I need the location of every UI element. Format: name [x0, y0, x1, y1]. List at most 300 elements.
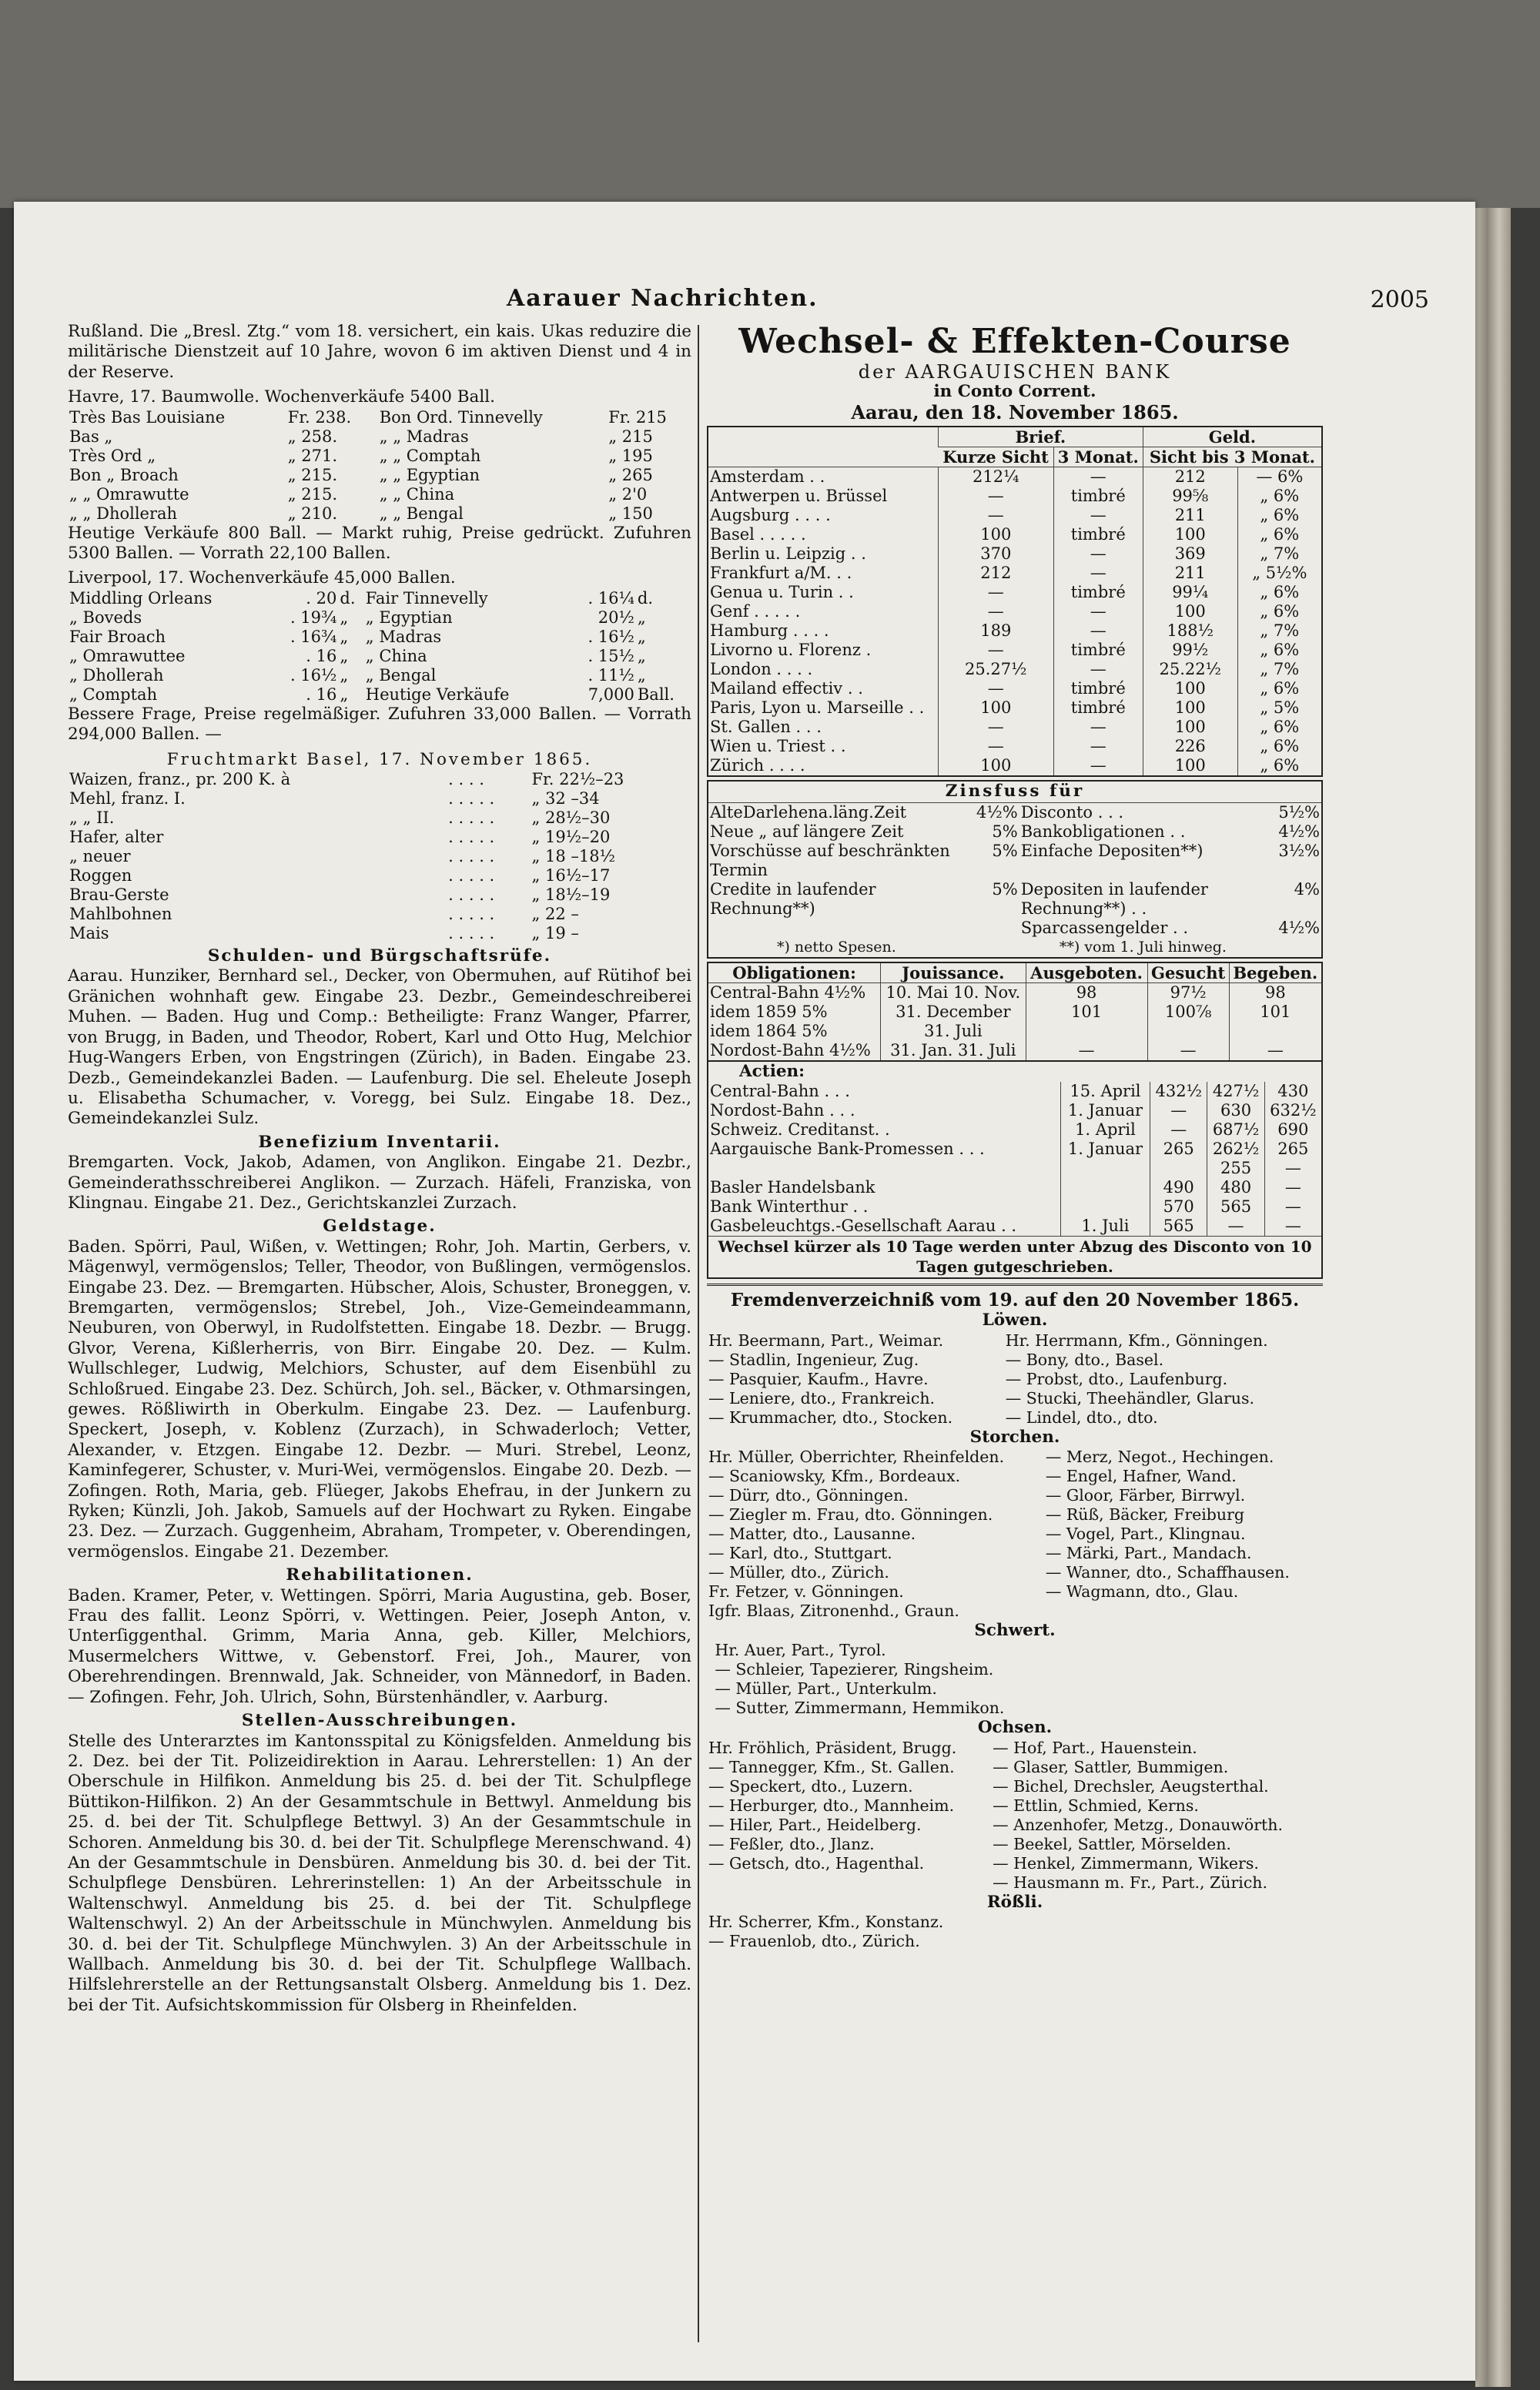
exchange-row-cell: —	[938, 583, 1053, 602]
exchange-row-cell: —	[1053, 506, 1143, 525]
actie-row-cell: Central-Bahn . . .	[710, 1082, 850, 1101]
fruchtmarkt-row-cell: „ 18 –18½	[531, 847, 615, 866]
liverpool-row	[68, 666, 691, 685]
liverpool-row-cell: d.	[637, 588, 653, 608]
page-header	[14, 285, 1475, 316]
exchange-box	[707, 426, 1323, 777]
guest-table	[707, 1739, 1323, 1893]
actie-row	[708, 1217, 1321, 1236]
havre-tail: Heutige Verkäufe 800 Ball. — Markt ruhig, Preise gedrückt. Zufuhren 5300 Ballen. — Vorrath 22,100 Ballen.	[68, 523, 691, 564]
exchange-row	[708, 679, 1321, 698]
actie-row-cell	[1060, 1159, 1150, 1178]
guest-entry: — Engel, Hafner, Wand.	[1045, 1467, 1237, 1486]
actie-row-cell	[1060, 1178, 1150, 1197]
actie-row-cell: 430	[1264, 1082, 1321, 1101]
exchange-row-cell: London . . . .	[710, 660, 813, 679]
zinsfuss-row-cell	[975, 919, 1019, 938]
exchange-row-cell: 25.27½	[938, 660, 1053, 679]
actie-row-cell: 432½	[1150, 1082, 1207, 1101]
wechsel-note: Wechsel kürzer als 10 Tage werden unter Abzug des Disconto von 10 Tagen gutgeschrieben.	[708, 1236, 1321, 1277]
guest-entry	[707, 1873, 991, 1893]
havre-row-cell: „ 2'0	[608, 484, 648, 504]
liverpool-row-cell: . 20	[306, 588, 337, 608]
exchange-row-cell: Augsburg . . . .	[710, 506, 831, 525]
actie-row-cell: —	[1150, 1120, 1207, 1140]
guest-entry: — Matter, dto., Lausanne.	[708, 1525, 916, 1544]
exchange-row	[708, 544, 1321, 564]
hotel-heading: Ochsen.	[977, 1718, 1053, 1738]
ausgeboten-header: Ausgeboten.	[1026, 963, 1147, 983]
liverpool-row-cell: „ Madras	[365, 627, 442, 646]
liverpool-row-cell: . 11½	[588, 665, 634, 685]
guest-entry: — Getsch, dto., Hagenthal.	[708, 1853, 925, 1873]
obligation-row	[708, 1041, 1321, 1060]
exchange-row-cell: timbré	[1053, 583, 1143, 602]
liverpool-row-cell: „ Dhollerah	[69, 665, 164, 685]
obligationen-box	[707, 962, 1323, 1279]
liverpool-row-cell: „	[340, 646, 349, 665]
havre-row-cell: „ „ Egyptian	[379, 465, 480, 484]
exchange-row-cell: —	[938, 737, 1053, 756]
liverpool-row-cell: „ Omrawuttee	[69, 646, 186, 665]
benefizium-text: Bremgarten. Vock, Jakob, Adamen, von Anglikon. Eingabe 21. Dezbr., Gemeinderathsschreiberei Anglikon. — Zurzach. Häfeli, Franziska, von Klingnau. Eingabe 21. Dez., Gerichtskanzlei Zurzach.	[68, 1153, 691, 1213]
havre-row-cell: Très Ord „	[69, 446, 156, 465]
exchange-row	[708, 660, 1321, 679]
liverpool-row-cell: „	[637, 646, 646, 665]
actie-row-cell: —	[1207, 1217, 1264, 1236]
exchange-row-cell: „ 6%	[1237, 756, 1321, 775]
actie-row-cell: Basler Handelsbank	[710, 1178, 875, 1197]
fremden-list	[707, 1310, 1323, 1951]
liverpool-row-cell: „	[340, 627, 349, 646]
zinsfuss-row	[708, 803, 1321, 822]
brief-header: Brief.	[938, 427, 1143, 447]
sicht-header: Sicht bis 3 Monat.	[1143, 447, 1321, 467]
actie-row-cell	[1150, 1159, 1207, 1178]
actie-row-cell: 262½	[1207, 1140, 1264, 1159]
exchange-row-cell: „ 6%	[1237, 718, 1321, 737]
exchange-row-cell: Antwerpen u. Brüssel	[710, 487, 888, 506]
obligation-row	[708, 1022, 1321, 1041]
exchange-row-cell: „ 6%	[1237, 602, 1321, 621]
exchange-row-cell: —	[1053, 564, 1143, 583]
exchange-row	[708, 564, 1321, 583]
hotel-heading: Schwert.	[974, 1621, 1056, 1641]
fruchtmarkt-row-cell: . . . . .	[448, 885, 495, 905]
guest-entry: — Lindel, dto., dto.	[1005, 1408, 1158, 1427]
obligation-row-cell: 31. December	[881, 1003, 1026, 1022]
obligation-row-cell	[1026, 1022, 1147, 1041]
liverpool-row	[68, 608, 691, 628]
hotel-heading: Löwen.	[982, 1310, 1048, 1331]
fruchtmarkt-row-cell: Fr. 22½–23	[531, 770, 624, 789]
havre-row-cell: „ 215.	[287, 465, 338, 484]
fruchtmarkt-row	[68, 866, 691, 885]
guest-entry: — Müller, dto., Zürich.	[708, 1563, 889, 1582]
exchange-row-cell: 188½	[1143, 621, 1237, 641]
hotel-heading: Storchen.	[969, 1427, 1060, 1447]
havre-row	[68, 485, 691, 504]
obligation-row-cell: 97½	[1147, 982, 1229, 1003]
exchange-row	[708, 602, 1321, 621]
liverpool-row-cell: . 19¾	[290, 608, 337, 627]
exchange-row-cell: 100	[1143, 698, 1237, 718]
fruchtmarkt-row	[68, 828, 691, 847]
liverpool-row-cell: „	[637, 665, 646, 685]
guest-entry	[707, 1679, 713, 1699]
fruchtmarkt-row-cell: Mais	[69, 924, 109, 943]
exchange-row	[708, 641, 1321, 660]
exchange-row-cell: 100	[938, 698, 1053, 718]
exchange-row-cell: —	[938, 602, 1053, 621]
havre-row	[68, 408, 691, 427]
guest-table	[707, 1913, 1323, 1951]
actie-row-cell: 480	[1207, 1178, 1264, 1197]
liverpool-row-cell: „	[637, 608, 646, 627]
obligation-row-cell: 101	[1229, 1003, 1321, 1022]
actie-row-cell: 687½	[1207, 1120, 1264, 1140]
exchange-row-cell: —	[1053, 756, 1143, 775]
course-title: Wechsel- & Effekten-Course	[738, 322, 1291, 361]
actie-row-cell: Bank Winterthur . .	[710, 1197, 869, 1217]
liverpool-row	[68, 589, 691, 608]
fruchtmarkt-row-cell: Mahlbohnen	[69, 905, 172, 924]
exchange-row-cell: St. Gallen . . .	[710, 718, 822, 737]
exchange-row-cell: Genf . . . . .	[710, 602, 801, 621]
liverpool-row-cell: „ Boveds	[69, 608, 142, 627]
guest-entry: — Frauenlob, dto., Zürich.	[708, 1932, 920, 1951]
actie-row-cell: 565	[1207, 1197, 1264, 1217]
hotel-heading: Rößli.	[986, 1892, 1043, 1912]
fruchtmarkt-row-cell: „ 19½–20	[531, 828, 611, 847]
exchange-row-cell: „ 6%	[1237, 679, 1321, 698]
fruchtmarkt-row-cell: . . . . .	[448, 924, 495, 943]
obligation-row-cell: —	[1147, 1041, 1229, 1060]
liverpool-row-cell: 7,000	[588, 685, 634, 704]
page-number: 2005	[1370, 286, 1429, 313]
guest-entry: — Bichel, Drechsler, Aeugsterthal.	[993, 1776, 1269, 1796]
zinsfuss-row-cell: 4%	[1294, 879, 1320, 899]
column-divider	[698, 325, 699, 2342]
exchange-row-cell: —	[1053, 602, 1143, 621]
exchange-row-cell: Wien u. Triest . .	[710, 737, 846, 756]
havre-row-cell: „ 210.	[287, 504, 338, 523]
obligationen-table	[708, 963, 1321, 1060]
exchange-row-cell: 100	[1143, 602, 1237, 621]
conto-corrent: in Conto Corrent.	[933, 382, 1096, 402]
guest-entry: Hr. Fröhlich, Präsident, Brugg.	[708, 1738, 957, 1757]
exchange-row	[708, 698, 1321, 718]
exchange-row	[708, 621, 1321, 641]
guest-entry: — Müller, Part., Unterkulm.	[715, 1679, 937, 1699]
exchange-row-cell: 100	[1143, 525, 1237, 544]
exchange-row-cell: —	[1053, 621, 1143, 641]
guest-entry: — Wanner, dto., Schaffhausen.	[1045, 1563, 1290, 1582]
exchange-row-cell: „ 5½%	[1237, 564, 1321, 583]
guest-entry: — Feßler, dto., Jlanz.	[708, 1834, 875, 1853]
exchange-row-cell: „ 5%	[1237, 698, 1321, 718]
guest-entry: — Leniere, dto., Frankreich.	[708, 1388, 936, 1408]
exchange-row-cell: 212	[1143, 467, 1237, 487]
guest-entry: — Merz, Negot., Hechingen.	[1045, 1448, 1274, 1467]
zinsfuss-row-cell: Disconto . . .	[1020, 802, 1124, 822]
zinsfuss-row-cell: Depositen in laufender Rechnung**) . .	[1020, 879, 1208, 918]
havre-row	[68, 447, 691, 466]
actien-heading: Actien:	[708, 1060, 1321, 1082]
guest-entry: — Bony, dto., Basel.	[1005, 1350, 1164, 1369]
fruchtmarkt-row	[68, 924, 691, 943]
actie-row-cell: 490	[1150, 1178, 1207, 1197]
exchange-row-cell: 100	[938, 756, 1053, 775]
liverpool-row-cell: „	[637, 627, 646, 646]
actie-row-cell: 630	[1207, 1101, 1264, 1120]
guest-entry: — Speckert, dto., Luzern.	[708, 1776, 913, 1796]
guest-entry: Hr. Herrmann, Kfm., Gönningen.	[1005, 1331, 1268, 1350]
liverpool-row-cell: „ China	[365, 646, 427, 665]
guest-entry: — Pasquier, Kaufm., Havre.	[708, 1369, 929, 1388]
guest-entry: — Hof, Part., Hauenstein.	[993, 1738, 1197, 1757]
zinsfuss-row-cell	[708, 919, 975, 938]
page-behind-background	[0, 0, 1540, 208]
actie-row-cell: 427½	[1207, 1082, 1264, 1101]
guest-entry: — Stadlin, Ingenieur, Zug.	[708, 1350, 919, 1369]
exchange-table	[708, 427, 1321, 775]
havre-row	[68, 504, 691, 524]
fruchtmarkt-row-cell: . . . . .	[448, 789, 495, 808]
havre-row-cell: „ 215	[608, 427, 653, 446]
exchange-row-cell: —	[938, 641, 1053, 660]
liverpool-row-cell: „ Comptah	[69, 685, 158, 704]
fruchtmarkt-row-cell: „ 28½–30	[531, 808, 611, 828]
exchange-row-cell: —	[1053, 737, 1143, 756]
guest-entry: — Karl, dto., Stuttgart.	[708, 1544, 892, 1563]
obligation-row-cell: 101	[1026, 1003, 1147, 1022]
exchange-row-cell: 99¼	[1143, 583, 1237, 602]
havre-table	[68, 408, 691, 524]
exchange-row-cell: Paris, Lyon u. Marseille . .	[710, 698, 925, 718]
liverpool-row-cell: d.	[340, 588, 356, 608]
havre-row-cell: „ 271.	[287, 446, 338, 465]
rehabilitationen-heading: Rehabilitationen.	[286, 1565, 474, 1585]
exchange-row-cell: 226	[1143, 737, 1237, 756]
actie-row-cell: 15. April	[1060, 1082, 1150, 1101]
guest-entry: — Glaser, Sattler, Bummigen.	[993, 1757, 1229, 1776]
obligation-row-cell: 31. Juli	[881, 1022, 1026, 1041]
rehabilitationen-text: Baden. Kramer, Peter, v. Wettingen. Spörri, Maria Augustina, geb. Boser, Frau des fallit. Leonz Spörri, v. Wettingen. Peier, Joseph Anton, v. Unterſiggenthal. Grimm, Maria Anna, geb. Killer, Melchiors, Musermelchers Wittwe, v. Gebenstorf. Frei, Joh., Maurer, von Oberehrendingen. Brennwald, Jak. Schneider, von Männedorf, in Baden. — Zofingen. Fehr, Joh. Ulrich, Sohn, Bürstenhändler, v. Aarburg.	[68, 1585, 691, 1707]
guest-entry: Igfr. Blaas, Zitronenhd., Graun.	[708, 1602, 959, 1621]
exchange-row-cell: „ 7%	[1237, 621, 1321, 641]
exchange-row-cell: — 6%	[1237, 467, 1321, 487]
guest-entry: — Beekel, Sattler, Mörselden.	[993, 1834, 1231, 1853]
actie-row	[708, 1197, 1321, 1217]
havre-row-cell: Fr. 238.	[287, 407, 352, 427]
obligationen-heading: Obligationen:	[708, 963, 881, 983]
obligation-row-cell: 98	[1026, 982, 1147, 1003]
havre-row-cell: Bon „ Broach	[69, 465, 179, 484]
begeben-header: Begeben.	[1229, 963, 1321, 983]
exchange-row-cell: Basel . . . . .	[710, 525, 806, 544]
liverpool-row-cell: „	[340, 685, 349, 704]
exchange-row-cell: 25.22½	[1143, 660, 1237, 679]
zinsfuss-box	[707, 780, 1323, 958]
havre-row-cell: „ 215.	[287, 484, 338, 504]
guest-entry: — Scaniowsky, Kfm., Bordeaux.	[708, 1467, 961, 1486]
zinsfuss-row-cell: Vorschüsse auf beschränkten Termin	[710, 841, 950, 879]
exchange-row-cell: —	[1053, 467, 1143, 487]
exchange-row	[708, 583, 1321, 602]
fruchtmarkt-row-cell: . . . . .	[448, 866, 495, 885]
liverpool-row	[68, 628, 691, 647]
zinsfuss-row-cell: 4½%	[1278, 822, 1320, 841]
havre-row-cell: „ „ Bengal	[379, 504, 464, 523]
exchange-row	[708, 487, 1321, 506]
exchange-row	[708, 506, 1321, 525]
fruchtmarkt-row-cell: Brau-Gerste	[69, 885, 169, 905]
zinsfuss-row-cell: Sparcassengelder . .	[1020, 918, 1189, 937]
actie-row-cell: —	[1264, 1178, 1321, 1197]
zinsfuss-row-cell: 5%	[992, 841, 1018, 860]
liverpool-row-cell: Middling Orleans	[69, 588, 213, 608]
exchange-row	[708, 737, 1321, 756]
exchange-row	[708, 756, 1321, 775]
fruchtmarkt-row-cell: . . . . .	[448, 847, 495, 866]
guest-entry: — Stucki, Theehändler, Glarus.	[1005, 1388, 1255, 1408]
fruchtmarkt-row-cell: „ 16½–17	[531, 866, 611, 885]
fruchtmarkt-row-cell: Mehl, franz. I.	[69, 789, 186, 808]
exchange-row-cell: timbré	[1053, 487, 1143, 506]
liverpool-heading: Liverpool, 17. Wochenverkäufe 45,000 Ballen.	[68, 568, 456, 588]
zinsfuss-row	[708, 822, 1321, 842]
guest-entry: — Vogel, Part., Klingnau.	[1045, 1525, 1246, 1544]
guest-entry: — Tannegger, Kfm., St. Gallen.	[708, 1757, 955, 1776]
liverpool-tail: Bessere Frage, Preise regelmäßiger. Zufuhren 33,000 Ballen. — Vorrath 294,000 Ballen. —	[68, 704, 691, 745]
actie-row	[708, 1140, 1321, 1159]
fruchtmarkt-row	[68, 789, 691, 808]
fruchtmarkt-row-cell: Waizen, franz., pr. 200 K. à	[69, 770, 291, 789]
exchange-row-cell: „ 7%	[1237, 660, 1321, 679]
guest-entry: — Henkel, Zimmermann, Wikers.	[993, 1853, 1259, 1873]
geldstage-text: Baden. Spörri, Paul, Wißen, v. Wettingen; Rohr, Joh. Martin, Gerbers, v. Mägenwyl, vermögenslos; Teller, Theodor, von Bußlingen, vermögenslos. Eingabe 23. Dez. — Bremgarten. Hübscher, Alois, Schuster, Broneggen, v. Bremgarten, vermögenslos; Strebel, Joh., Vize-Gemeindeammann, Neuburen, von Oberwyl, in Rudolfstetten. Eingabe 18. Dezbr. — Brugg. Glvor, Verena, Kißlerherris, von Birr. Eingabe 20. Dez. — Kulm. Wullschleger, Ludwig, Melchiors, Schuster, auf dem Eisenbühl zu Schloßrued. Eingabe 23. Dez. Schürch, Joh. sel., Bäcker, v. Othmarsingen, gewes. Rößliwirth in Oberkulm. Eingabe 23. Dez. — Laufenburg. Speckert, Joseph, v. Koblenz (Zurzach), in Schwaderloch; Vetter, Alexander, v. Etzgen. Eingabe 12. Dezbr. — Muri. Strebel, Leonz, Kaminfegerer, Schuster, v. Muri-Wei, vermögenslos. Eingabe 20. Dezb. — Zofingen. Roth, Maria, geb. Flüeger, Jakobs Ehefrau, in der Junkern zu Ryken; Künzli, Joh. Jakob, Samuels auf der Hochwart zu Ryken. Eingabe 23. Dez. — Zurzach. Guggenheim, Abraham, Trompeter, v. Oberendingen, vermögenslos. Eingabe 21. Dezember.	[68, 1237, 691, 1562]
guest-entry	[1044, 1602, 1323, 1621]
havre-row-cell: „ 195	[608, 446, 653, 465]
guest-entry: Hr. Müller, Oberrichter, Rheinfelden.	[708, 1448, 1005, 1467]
liverpool-row-cell: Fair Tinnevelly	[365, 588, 488, 608]
zinsfuss-row	[708, 842, 1321, 880]
fruchtmarkt-row-cell: . . . . .	[448, 808, 495, 828]
exchange-row-cell: —	[1053, 660, 1143, 679]
guest-entry: — Herburger, dto., Mannheim.	[708, 1796, 955, 1815]
zinsfuss-row-cell: 5½%	[1278, 802, 1320, 822]
fruchtmarkt-row-cell: Hafer, alter	[69, 828, 164, 847]
exchange-row-cell: „ 6%	[1237, 737, 1321, 756]
havre-heading: Havre, 17. Baumwolle. Wochenverkäufe 5400 Ball.	[68, 387, 495, 407]
guest-entry: — Rüß, Bäcker, Freiburg	[1045, 1505, 1245, 1525]
exchange-row-cell: —	[938, 487, 1053, 506]
fruchtmarkt-row-cell: Roggen	[69, 866, 132, 885]
liverpool-row	[68, 685, 691, 705]
havre-row-cell: „ „ Dhollerah	[69, 504, 178, 523]
liverpool-row-cell: Fair Broach	[69, 627, 166, 646]
liverpool-row-cell: „	[340, 608, 349, 627]
zinsfuss-row-cell: Bankobligationen . .	[1020, 822, 1186, 841]
zinsfuss-row-cell: Einfache Depositen**)	[1020, 841, 1204, 860]
havre-row-cell: „ „ Comptah	[379, 446, 481, 465]
page-heading: Aarauer Nachrichten.	[507, 285, 819, 312]
actie-row-cell: 632½	[1264, 1101, 1321, 1120]
zinsfuss-row-cell: 4½%	[1278, 918, 1320, 937]
exchange-row-cell: „ 6%	[1237, 525, 1321, 544]
fruchtmarkt-heading: Fruchtmarkt Basel, 17. November 1865.	[166, 749, 593, 769]
exchange-row-cell: 370	[938, 544, 1053, 564]
actie-row	[708, 1120, 1321, 1140]
exchange-row-cell: —	[938, 679, 1053, 698]
newspaper-page	[14, 202, 1475, 2381]
havre-row-cell: „ 265	[608, 465, 653, 484]
fruchtmarkt-table	[68, 770, 691, 943]
exchange-row-cell: 100	[1143, 756, 1237, 775]
zinsfuss-heading: Zinsfuss für	[708, 782, 1321, 802]
guest-entry: — Probst, dto., Laufenburg.	[1005, 1369, 1228, 1388]
fruchtmarkt-row	[68, 808, 691, 828]
fruchtmarkt-row-cell: „ 19 –	[531, 924, 579, 943]
actie-row-cell: 1. Januar	[1060, 1140, 1150, 1159]
guest-entry: — Hausmann m. Fr., Part., Zürich.	[993, 1873, 1268, 1892]
zinsfuss-row-cell: Neue „ auf längere Zeit	[710, 822, 904, 841]
page-stack-edge	[1475, 208, 1511, 2387]
zinsfuss-table	[708, 803, 1321, 938]
guest-entry: — Ziegler m. Frau, dto. Gönningen.	[708, 1505, 993, 1525]
actien-table	[708, 1082, 1321, 1236]
exchange-row-cell: Livorno u. Florenz .	[710, 641, 872, 660]
liverpool-row	[68, 647, 691, 666]
havre-row	[68, 427, 691, 447]
exchange-row-cell: 211	[1143, 506, 1237, 525]
havre-row-cell: „ „ Madras	[379, 427, 469, 446]
liverpool-row-cell: . 16¼	[588, 588, 634, 608]
exchange-row-cell: —	[1053, 544, 1143, 564]
obligation-row-cell: Central-Bahn 4½%	[710, 982, 866, 1002]
guest-entry: — Ettlin, Schmied, Kerns.	[993, 1796, 1199, 1815]
havre-row-cell: Fr. 215	[608, 407, 667, 427]
actie-row-cell: 565	[1150, 1217, 1207, 1236]
exchange-row-cell: —	[938, 718, 1053, 737]
obligation-row-cell: —	[1229, 1041, 1321, 1060]
stellen-text: Stelle des Unterarztes im Kantonsspital zu Königsfelden. Anmeldung bis 2. Dez. bei der Tit. Polizeidirektion in Aarau. Lehrerstellen: 1) An der Oberschule in Hilfikon. Anmeldung bis 25. d. bei der Tit. Schulpflege Büttikon-Hilfikon. 2) An der Gesammtschule in Bettwyl. Anmeldung bis 25. d. bei der Tit. Schulpflege Bettwyl. 3) An der Gesammtschule in Schoren. Anmeldung bis 30. d. bei der Tit. Schulpflege Merenschwand. 4) An der Gesammtschule in Densbüren. Anmeldung bis 30. d. bei der Tit. Schulpflege Densbüren. Lehrerinstellen: 1) An der Arbeitsschule in Waltenschwyl. Anmeldung bis 25. d. bei der Tit. Schulpflege Waltenschwyl. 2) An der Arbeitsschule in Münchwylen. Anmeldung bis 30. d. bei der Tit. Schulpflege Münchwylen. 3) An der Arbeitsschule in Wallbach. Anmeldung bis 30. d. bei der Tit. Schulpflege Wallbach. Hilfslehrerstelle an der Rettungsanstalt Olsberg. Anmeldung bis 1. Dez. bei der Tit. Aufsichtskommission für Olsberg in Rheinfelden.	[68, 1731, 691, 2015]
actie-row-cell: 1. Januar	[1060, 1101, 1150, 1120]
fruchtmarkt-row-cell: . . . . .	[448, 828, 495, 847]
fruchtmarkt-row	[68, 770, 691, 789]
liverpool-row-cell: 20½	[598, 608, 634, 627]
exchange-row-cell: 100	[1143, 718, 1237, 737]
zinsfuss-row-cell: 4½%	[976, 802, 1018, 822]
guest-entry	[707, 1641, 713, 1660]
exchange-row-cell: 100	[1143, 679, 1237, 698]
exchange-row-cell: timbré	[1053, 679, 1143, 698]
guest-table	[707, 1641, 1323, 1718]
obligation-row	[708, 1003, 1321, 1022]
gesucht-header: Gesucht	[1147, 963, 1229, 983]
havre-row-cell: „ „ China	[379, 484, 455, 504]
havre-row	[68, 466, 691, 485]
obligation-row-cell: idem 1864 5%	[710, 1021, 828, 1040]
exchange-row-cell: 189	[938, 621, 1053, 641]
fruchtmarkt-row-cell: . . . .	[448, 770, 484, 789]
guest-entry: — Märki, Part., Mandach.	[1045, 1544, 1252, 1563]
havre-row-cell: Bon Ord. Tinnevelly	[379, 407, 543, 427]
guest-entry: — Krummacher, dto., Stocken.	[708, 1408, 953, 1427]
actie-row-cell: 690	[1264, 1120, 1321, 1140]
fruchtmarkt-row	[68, 905, 691, 924]
